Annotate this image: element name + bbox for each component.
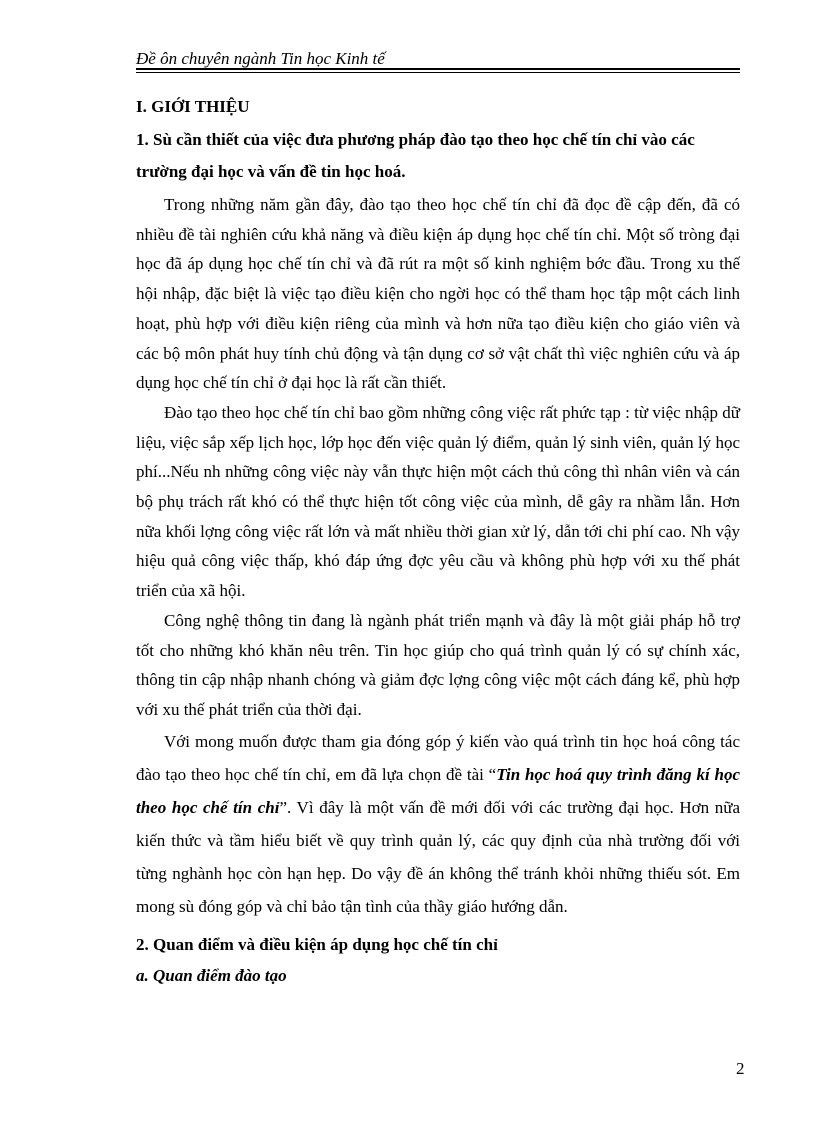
header-rule-thin: [136, 72, 740, 73]
paragraph-4: [136, 725, 740, 923]
subsection-heading-2: 2. Quan điểm và điều kiện áp dụng học chế tín chỉ: [136, 934, 498, 954]
running-header: Đề ôn chuyên ngành Tin học Kinh tế: [136, 49, 385, 68]
subsection-heading-1: 1. Sù cần thiết của việc đưa phương pháp đào tạo theo học chế tín chỉ vào các trường đại học và vấn đề tin học hoá.: [136, 130, 695, 181]
paragraph-4-text-end: ”. Vì đây là một vấn đề mới đối với các trường đại học. Hơn nữa kiến thức và tầm hiểu biết về quy trình quản lý, các quy định của nhà trường đối với từng nghành học còn hạn hẹp. Do vậy đề án không thể tránh khỏi những thiếu sót. Em mong sù đóng góp và chỉ bảo tận tình của thầy giáo hướng dẫn.: [136, 797, 740, 916]
section-heading: I. GIỚI THIỆU: [136, 97, 250, 116]
paragraph-4-text-start: Với mong muốn được tham gia đóng góp ý kiến vào quá trình tin học hoá công tác đào tạo theo học chế tín chỉ, em đã lựa chọn đề tài “: [136, 731, 740, 784]
paragraph-1: Trong những năm gần đây, đào tạo theo học chế tín chỉ đã đọc đề cập đến, đã có nhiều đề tài nghiên cứu khả năng và điều kiện áp dụng học chế tín chỉ. Một số tròng đại học đã áp dụng học chế tín chỉ và đã rút ra một số kinh nghiệm bớc đầu. Trong xu thế hội nhập, đặc biệt là việc tạo điều kiện cho ngời học có thể tham học tập một cách linh hoạt, phù hợp với điều kiện riêng của mình và hơn nữa tạo điều kiện cho giáo viên và các bộ môn phát huy tính chủ động và tận dụng cơ sở vật chất thì việc nghiên cứu và áp dụng học chế tín chỉ ở đại học là rất cần thiết.: [136, 195, 740, 393]
document-body: [136, 92, 740, 991]
page-number: 2: [736, 1059, 745, 1078]
subsubsection-heading-a: a. Quan điểm đào tạo: [136, 965, 287, 985]
paragraph-2: Đào tạo theo học chế tín chỉ bao gồm những công việc rất phức tạp : từ việc nhập dữ liệu, việc sắp xếp lịch học, lớp học đến việc quản lý điểm, quản lý sinh viên, quản lý học phí...Nếu nh những công việc này vẫn thực hiện một cách thủ công thì nhân viên và cán bộ phụ trách rất khó có thể thực hiện tốt công việc của mình, dễ gây ra nhầm lẫn. Hơn nữa khối lợng công việc rất lớn và mất nhiều thời gian xử lý, dẫn tới chi phí cao. Nh vậy hiệu quả công việc thấp, khó đáp ứng đợc yêu cầu và không phù hợp với xu thế phát triển của xã hội.: [136, 402, 740, 601]
header-rule: [136, 68, 740, 70]
paragraph-3: Công nghệ thông tin đang là ngành phát triển mạnh và đây là một giải pháp hỗ trợ tốt cho những khó khăn nêu trên. Tin học giúp cho quá trình quản lý có sự chính xác, thông tin cập nhập nhanh chóng và giảm đợc lợng công việc một cách đáng kể, phù hợp với xu thế phát triển của thời đại.: [136, 610, 740, 719]
project-title: Tin học hoá quy trình đăng kí học theo học chế tín chỉ: [136, 764, 740, 817]
